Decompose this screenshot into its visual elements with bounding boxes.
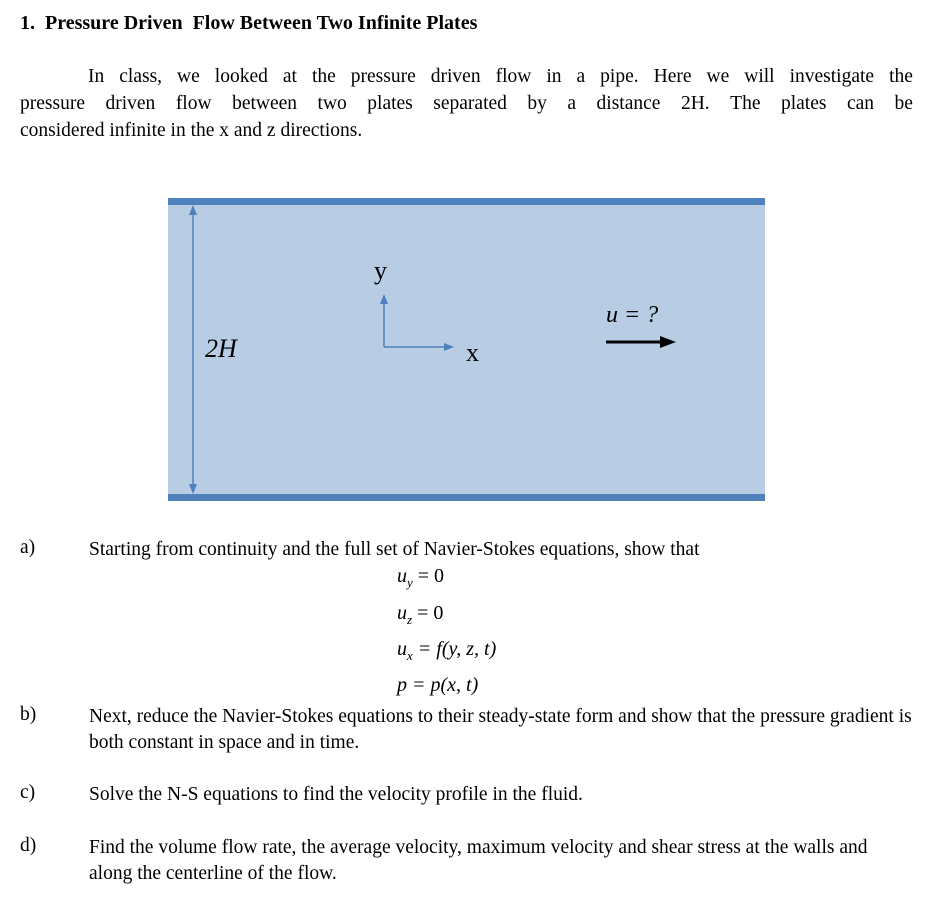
intro-word: plates: [780, 93, 827, 114]
intro-word: distance: [596, 93, 661, 114]
item-b-letter: b): [20, 704, 37, 725]
intro-word: looked: [214, 66, 268, 87]
y-axis-label: y: [374, 256, 387, 285]
intro-word: pipe.: [600, 66, 639, 87]
velocity-label: u = ?: [606, 302, 659, 328]
intro-word: driven: [105, 93, 156, 114]
intro-word: the: [311, 66, 336, 87]
intro-word: flow: [175, 93, 212, 114]
x-axis-label: x: [466, 338, 479, 367]
intro-word: separated: [433, 93, 507, 114]
intro-word: by: [527, 93, 547, 114]
height-label: 2H: [205, 334, 237, 363]
intro-word: Here: [653, 66, 692, 87]
equation-pressure: p = p(x, t): [397, 674, 479, 696]
intro-word: can: [846, 93, 875, 114]
intro-word: The: [730, 93, 761, 114]
intro-word: be: [894, 93, 913, 114]
top-plate: [168, 198, 765, 205]
intro-word: a: [576, 66, 586, 87]
intro-word: investigate: [789, 66, 875, 87]
intro-word: two: [317, 93, 347, 114]
intro-word: 2H.: [680, 93, 710, 114]
intro-word: we: [706, 66, 730, 87]
intro-word: we: [177, 66, 200, 87]
intro-word: plates: [367, 93, 413, 114]
intro-word: flow: [495, 66, 532, 87]
intro-word: pressure: [20, 93, 85, 114]
equation-ux: $u_x = f(y$, z, t): [397, 638, 497, 663]
intro-word: the: [889, 66, 913, 87]
item-d-letter: d): [20, 835, 37, 856]
bottom-plate: [168, 494, 765, 501]
item-a-text: Starting from continuity and the full set of Navier-Stokes equations, show that: [89, 539, 700, 560]
intro-word: In: [88, 66, 105, 87]
item-b-text: Next, reduce the Navier-Stokes equations to their steady-state form and show that the pressure gradient is both constant in space and in time.: [89, 706, 912, 753]
item-c-letter: c): [20, 782, 36, 803]
intro-word: a: [567, 93, 577, 114]
intro-word: will: [744, 66, 775, 87]
intro-word: class,: [119, 66, 163, 87]
problem-title: 1. Pressure Driven Flow Between Two Infinite Plates: [20, 12, 478, 34]
intro-word: in: [546, 66, 562, 87]
intro-word: pressure: [350, 66, 416, 87]
intro-word: driven: [430, 66, 481, 87]
intro-word: at: [282, 66, 297, 87]
equation-uz: $u_z = 0$: [397, 602, 444, 627]
intro-word: considered infinite in the x and z directions.: [20, 120, 363, 141]
item-d-text: Find the volume flow rate, the average velocity, maximum velocity and shear stress at the walls and along the centerline of the flow.: [89, 837, 868, 884]
equation-uy: $u_y = 0$: [397, 565, 445, 590]
intro-word: between: [232, 93, 298, 114]
item-a-letter: a): [20, 537, 36, 558]
item-c-text: Solve the N-S equations to find the velocity profile in the fluid.: [89, 784, 583, 805]
